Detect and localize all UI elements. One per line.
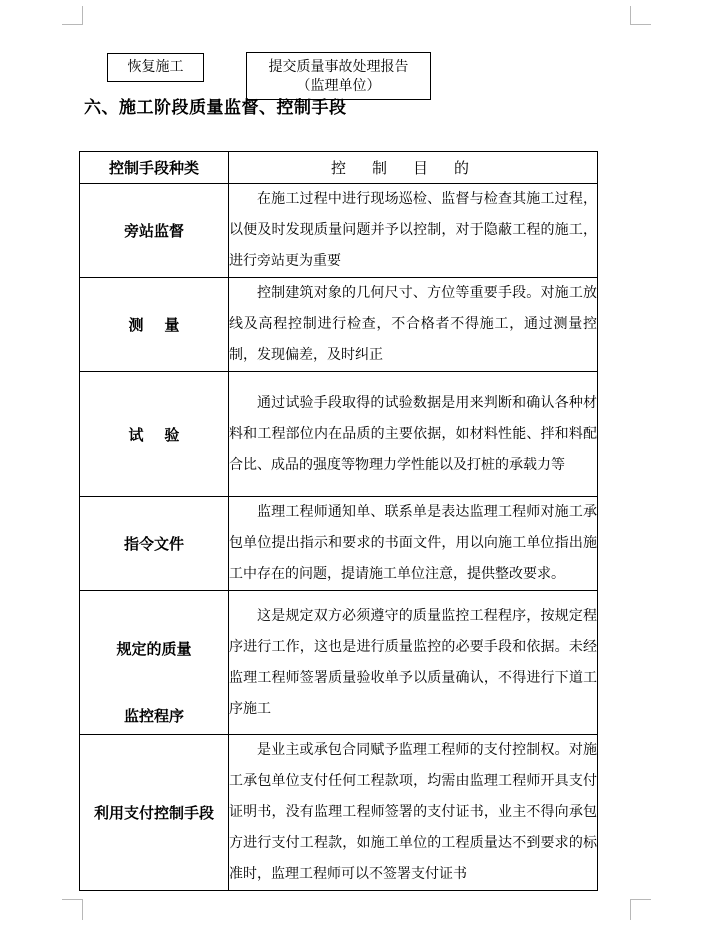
- control-goal-cell: 在施工过程中进行现场巡检、监督与检查其施工过程，以便及时发现质量问题并予以控制，对于隐蔽工程的施工，进行旁站更为重要: [229, 184, 598, 278]
- control-kind-cell: 指令文件: [80, 497, 229, 591]
- page-corner-mark-top-right: [630, 6, 651, 25]
- table-row: [80, 497, 598, 591]
- section-title: 六、施工阶段质量监督、控制手段: [84, 98, 347, 118]
- control-kind-cell: 测 量: [80, 278, 229, 372]
- control-kind-cell: 试 验: [80, 372, 229, 497]
- table-header-goal: 控制目的: [229, 152, 598, 184]
- table-header-kind: 控制手段种类: [80, 152, 229, 184]
- flowchart-box-resume-construction: 恢复施工: [107, 53, 204, 82]
- control-means-table: [79, 151, 598, 891]
- control-kind-cell: 利用支付控制手段: [80, 735, 229, 891]
- table-row: [80, 591, 598, 735]
- control-kind-cell: 旁站监督: [80, 184, 229, 278]
- page-corner-mark-top-left: [62, 6, 83, 25]
- flowchart-box-report-line1: 提交质量事故处理报告: [268, 59, 409, 75]
- table-header-row: [80, 152, 598, 184]
- control-goal-cell: 监理工程师通知单、联系单是表达监理工程师对施工承包单位提出指示和要求的书面文件，用以向施工单位指出施工中存在的问题，提请施工单位注意，提供整改要求。: [229, 497, 598, 591]
- control-goal-cell: 是业主或承包合同赋予监理工程师的支付控制权。对施工承包单位支付任何工程款项，均需由监理工程师开具支付证明书，没有监理工程师签署的支付证书，业主不得向承包方进行支付工程款，如施工单位的工程质量达不到要求的标准时，监理工程师可以不签署支付证书: [229, 735, 598, 891]
- table-row: [80, 372, 598, 497]
- control-goal-cell: 这是规定双方必须遵守的质量监控工程程序，按规定程序进行工作，这也是进行质量监控的必要手段和依据。未经监理工程师签署质量验收单予以质量确认，不得进行下道工序施工: [229, 591, 598, 735]
- table-row: [80, 278, 598, 372]
- table-row: [80, 735, 598, 891]
- table-row: [80, 184, 598, 278]
- control-kind-line2: 监控程序: [123, 706, 184, 725]
- page-corner-mark-bottom-right: [630, 899, 651, 920]
- page-corner-mark-bottom-left: [62, 899, 83, 920]
- flowchart-box-report-line2: （监理单位）: [296, 78, 381, 94]
- control-kind-line1: 规定的质量: [116, 639, 192, 658]
- control-kind-cell: [80, 591, 229, 735]
- control-goal-cell: 控制建筑对象的几何尺寸、方位等重要手段。对施工放线及高程控制进行检查，不合格者不得施工，通过测量控制，发现偏差，及时纠正: [229, 278, 598, 372]
- control-goal-cell: 通过试验手段取得的试验数据是用来判断和确认各种材料和工程部位内在品质的主要依据，如材料性能、拌和料配合比、成品的强度等物理力学性能以及打桩的承载力等: [229, 372, 598, 497]
